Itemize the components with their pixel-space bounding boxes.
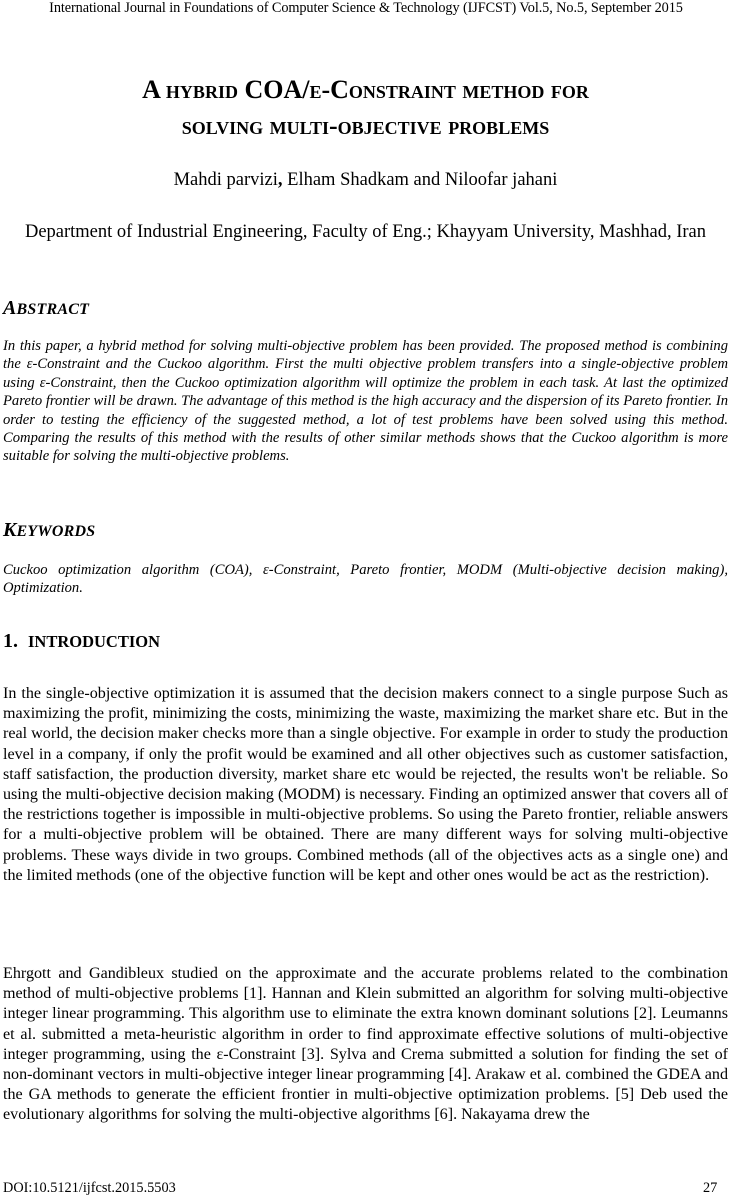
author-rest: Elham Shadkam and Niloofar jahani xyxy=(282,170,558,190)
journal-header: International Journal in Foundations of Computer Science & Technology (IJFCST) Vol.5, No.5, September 2015 xyxy=(49,0,683,16)
authors xyxy=(0,170,731,191)
title-line-2: solving multi-objective problems xyxy=(181,111,550,140)
intro-paragraph-1: In the single-objective optimization it is assumed that the decision makers connect to a single purpose Such as maximizing the profit, minimizing the costs, minimizing the waste, maximizing the market share etc. But in the real world, the decision maker checks more than a single objective. For example in order to study the production level in a company, if only the profit would be examined and all other objectives such as customer satisfaction, staff satisfaction, the production diversity, market share etc would be rejected, the results won't be reliable. So using the multi-objective decision making (MODM) is necessary. Finding an optimized answer that covers all of the restrictions together is impossible in multi-objective problems. So using the Pareto frontier, reliable answers for a multi-objective problem will be obtained. There are many different ways for solving multi-objective problems. These ways divide in two groups. Combined methods (all of the objectives acts as a single one) and the limited methods (one of the objective function will be kept and other ones would be act as the restriction). xyxy=(3,685,728,884)
introduction-heading xyxy=(3,630,160,653)
abstract-heading-initial: A xyxy=(3,297,17,319)
keywords-heading xyxy=(3,519,95,542)
keywords-text: Cuckoo optimization algorithm (COA), ε-Constraint, Pareto frontier, MODM (Multi-objective decision making), Optimization. xyxy=(3,562,728,597)
title-line-1: A hybrid COA/ε-Constraint method for xyxy=(142,75,589,104)
keywords-heading-rest: EYWORDS xyxy=(16,523,96,540)
section-number: 1. xyxy=(3,630,18,652)
abstract-heading-rest: BSTRACT xyxy=(16,301,90,318)
intro-paragraph-2: Ehrgott and Gandibleux studied on the approximate and the accurate problems related to the combination method of multi-objective problems [1]. Hannan and Klein submitted an algorithm for solving multi-objective integer linear programming. This algorithm use to eliminate the extra known dominant solutions [2]. Leumanns et al. submitted a meta-heuristic algorithm in order to find approximate effective solutions of multi-objective integer programming, using the ε-Constraint [3]. Sylva and Crema submitted a solution for finding the set of non-dominant vectors in multi-objective integer linear programming [4]. Arakaw et al. combined the GDEA and the GA methods to generate the efficient frontier in multi-objective optimization problems. [5] Deb used the evolutionary algorithms for solving the multi-objective algorithms [6]. Nakayama drew the xyxy=(3,965,728,1124)
footer-doi: DOI:10.5121/ijfcst.2015.5503 xyxy=(3,1180,176,1196)
keywords-heading-initial: K xyxy=(3,519,17,541)
affiliation: Department of Industrial Engineering, Faculty of Eng.; Khayyam University, Mashhad, Iran xyxy=(24,222,707,242)
abstract-heading xyxy=(3,297,89,320)
author-first: Mahdi parvizi xyxy=(173,170,278,190)
page-number: 27 xyxy=(703,1180,718,1196)
abstract-text: In this paper, a hybrid method for solving multi-objective problem has been provided. The proposed method is combining the ε-Constraint and the Cuckoo algorithm. First the multi objective problem transfers into a single-objective problem using ε-Constraint, then the Cuckoo optimization algorithm will optimize the problem in each task. At last the optimized Pareto frontier will be drawn. The advantage of this method is the high accuracy and the dispersion of its Pareto frontier. In order to testing the efficiency of the suggested method, a lot of test problems have been solved using this method. Comparing the results of this method with the results of other similar methods shows that the Cuckoo algorithm is more suitable for solving the multi-objective problems. xyxy=(3,338,728,465)
section-title: INTRODUCTION xyxy=(28,632,161,651)
author-separator: , xyxy=(277,170,283,190)
paper-title xyxy=(20,72,711,144)
